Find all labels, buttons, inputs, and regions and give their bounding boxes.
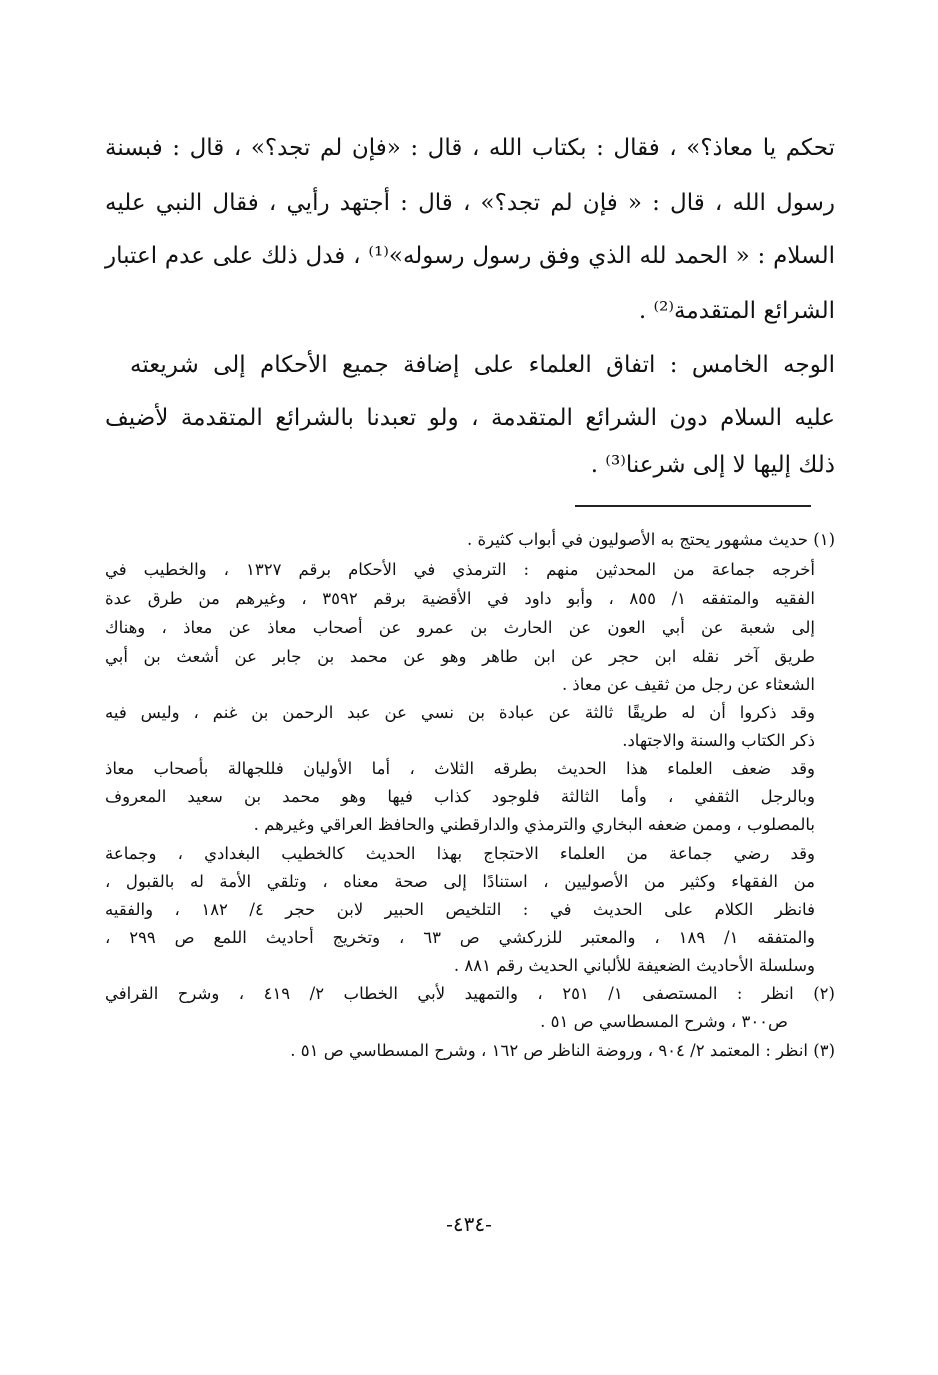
footnote-1-line: ذكر الكتاب والسنة والاجتهاد. bbox=[622, 731, 815, 750]
footnote-1-line: والمتفقه ١/ ١٨٩ ، والمعتبر للزركشي ص ٦٣ ، وتخريج أحاديث اللمع ص ٢٩٩ ، bbox=[105, 928, 816, 947]
footnote-3-line: (٣) انظر : المعتمد ٢/ ٩٠٤ ، وروضة الناظر ص ١٦٢ ، وشرح المسطاسي ص ٥١ . bbox=[290, 1041, 835, 1060]
main-line: الوجه الخامس : اتفاق العلماء على إضافة جميع الأحكام إلى شريعته bbox=[130, 352, 835, 378]
footnote-1-line: وبالرجل الثقفي ، وأما الثالثة فلوجود كذاب فيها وهو محمد بن سعيد المعروف bbox=[105, 787, 815, 806]
footnote-1-line: فانظر الكلام على الحديث في : التلخيص الحبير لابن حجر ٤/ ١٨٢ ، والفقيه bbox=[105, 900, 815, 919]
page-number: -٤٣٤- bbox=[446, 1212, 492, 1236]
footnote-1-line: الفقيه والمتفقه ١/ ٨٥٥ ، وأبو داود في الأقضية برقم ٣٥٩٢ ، وغيرهم من طرق عدة bbox=[105, 589, 815, 608]
main-line: رسول الله ، قال : « فإن لم تجد؟» ، قال : أجتهد رأيي ، فقال النبي عليه bbox=[105, 190, 835, 216]
main-line: ذلك إليها لا إلى شرعنا⁽³⁾ . bbox=[590, 452, 835, 478]
footnote-1-line: طريق آخر نقله ابن حجر عن ابن طاهر وهو عن محمد بن جابر عن أشعث بن أبي bbox=[105, 647, 815, 666]
footnote-1-line: وقد ضعف العلماء هذا الحديث بطرقه الثلاث ، أما الأوليان فللجهالة بأصحاب معاذ bbox=[105, 759, 815, 778]
footnote-2-line: ص٣٠٠ ، وشرح المسطاسي ص ٥١ . bbox=[540, 1012, 788, 1031]
footnote-separator bbox=[575, 505, 811, 507]
footnote-1-line: من الفقهاء وكثير من الأصوليين ، استنادًا إلى صحة معناه ، وتلقي الأمة له بالقبول ، bbox=[105, 872, 815, 891]
main-line: عليه السلام دون الشرائع المتقدمة ، ولو تعبدنا بالشرائع المتقدمة لأضيف bbox=[105, 405, 836, 431]
main-line: تحكم يا معاذ؟» ، فقال : بكتاب الله ، قال : «فإن لم تجد؟» ، قال : فبسنة bbox=[105, 135, 835, 161]
footnote-1-line: (١) حديث مشهور يحتج به الأصوليون في أبواب كثيرة . bbox=[466, 530, 835, 549]
footnote-1-line: وقد ذكروا أن له طريقًا ثالثة عن عبادة بن نسي عن عبد الرحمن بن غنم ، وليس فيه bbox=[105, 703, 815, 722]
footnote-2-line: (٢) انظر : المستصفى ١/ ٢٥١ ، والتمهيد لأبي الخطاب ٢/ ٤١٩ ، وشرح القرافي bbox=[105, 984, 835, 1003]
footnote-1-line: وقد رضي جماعة من العلماء الاحتجاج بهذا الحديث كالخطيب البغدادي ، وجماعة bbox=[105, 844, 815, 863]
main-line: الشرائع المتقدمة⁽²⁾ . bbox=[638, 298, 835, 324]
footnote-1-line: إلى شعبة عن أبي العون عن الحارث بن عمرو عن أصحاب معاذ عن معاذ ، وهناك bbox=[105, 618, 815, 637]
footnote-1-line: الشعثاء عن رجل من ثقيف عن معاذ . bbox=[561, 675, 815, 694]
main-line: السلام : « الحمد لله الذي وفق رسول رسوله»⁽¹⁾ ، فدل ذلك على عدم اعتبار bbox=[105, 243, 835, 269]
footnote-1-line: وسلسلة الأحاديث الضعيفة للألباني الحديث رقم ٨٨١ . bbox=[453, 956, 815, 975]
footnote-1-line: بالمصلوب ، وممن ضعفه البخاري والترمذي والدارقطني والحافظ العراقي وغيرهم . bbox=[253, 815, 815, 834]
footnote-1-line: أخرجه جماعة من المحدثين منهم : الترمذي في الأحكام برقم ١٣٢٧ ، والخطيب في bbox=[105, 560, 815, 579]
